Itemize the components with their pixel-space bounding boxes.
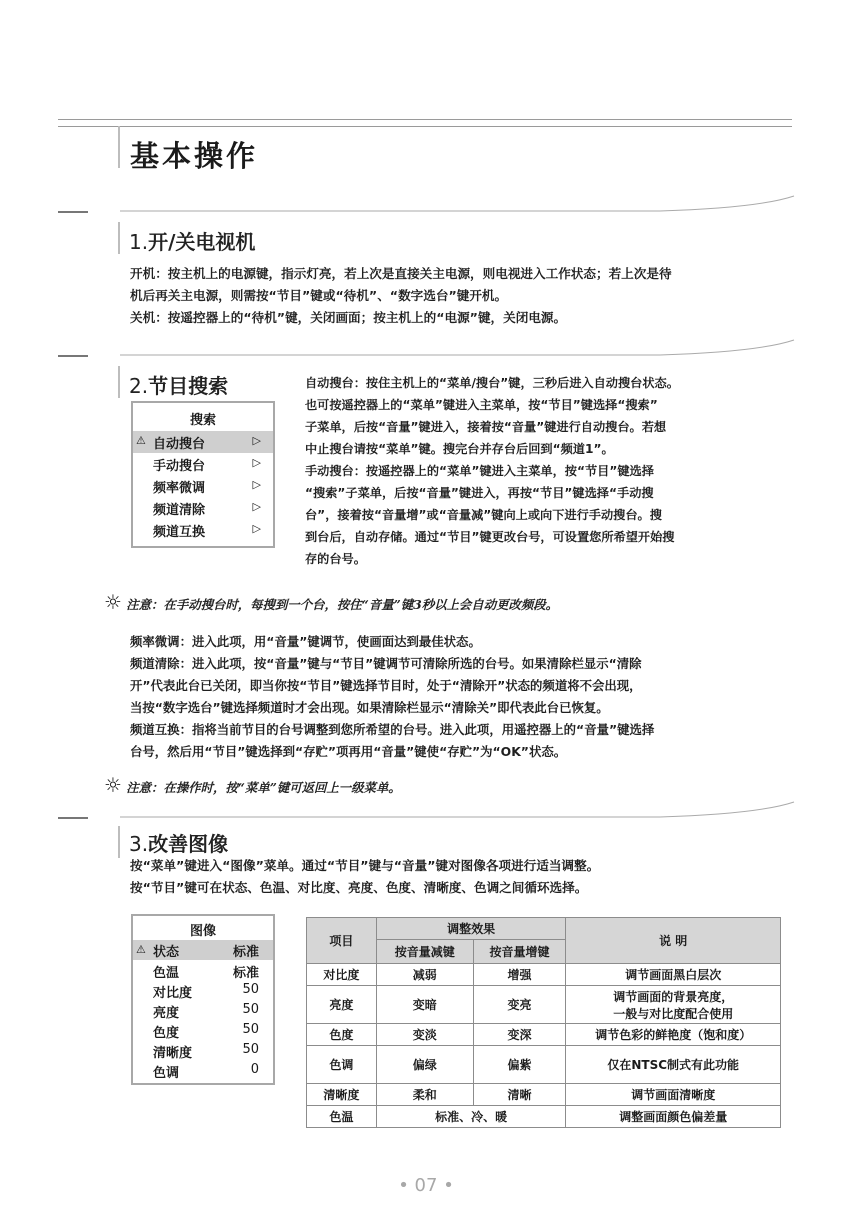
power-off-label: 关机 <box>130 310 156 325</box>
power-on-label: 开机 <box>130 266 156 281</box>
menu-item-channel-swap[interactable]: 频道互换 ▷ <box>153 522 261 540</box>
note: ☼ 注意：在手动搜台时，每搜到一个台，按住“音量”键3秒以上会自动更改频段。 <box>104 590 559 614</box>
title-bar <box>118 126 120 168</box>
cursor-icon: ⚠ <box>136 943 146 956</box>
menu-item-color[interactable]: 色度 50 <box>153 1022 259 1041</box>
table-row: 对比度 减弱 增强 调节画面黑白层次 <box>307 964 781 986</box>
section-divider <box>58 338 798 368</box>
section-title: 1.开/关电视机 <box>129 230 256 254</box>
header-rule <box>58 119 792 120</box>
menu-item-sharpness[interactable]: 清晰度 50 <box>153 1042 259 1061</box>
channel-clear-label: 频道清除 <box>130 656 180 671</box>
menu-title: 搜索 <box>189 413 216 428</box>
header-rule <box>58 126 792 127</box>
table-row: 亮度 变暗 变亮 调节画面的背景亮度， 一般与对比度配合使用 <box>307 986 781 1024</box>
menu-item-contrast[interactable]: 对比度 50 <box>153 982 259 1001</box>
power-text: 开机：按主机上的电源键，指示灯亮，若上次是直接关主电源，则电视进入工作状态；若上次是待 机后再关主电源，则需按“节目”键或“待机”、“数字选台”键开机。 关机：按遥控器上的“待机”键，关闭画面；按主机上的“电源”键，关闭电源。 <box>130 266 672 325</box>
fine-tune-label: 频率微调 <box>130 634 180 649</box>
table-header: 说 明 <box>566 918 781 964</box>
search-text: 自动搜台：按住主机上的“菜单/搜台”键，三秒后进入自动搜台状态。 也可按遥控器上的“菜单”键进入主菜单，按“节目”键选择“搜索” 子菜单，后按“音量”键进入，接着按“音量”键进行自动搜台。若想 中止搜台请按“菜单”键。搜完台并存台后回到“频道1”。 手动搜台：按遥控器上的“菜单”键进入主菜单，按“节目”键选择 “搜索”子菜单，后按“音量”键进入，再按“节目”键选择“手动搜 台”，接着按“音量增”或“音量减”键向上或向下进行手动搜台。搜 到台后，自动存储。通过“节目”键更改台号，可设置您所希望开始搜 存的台号。 <box>305 376 679 566</box>
menu-title: 图像 <box>189 924 216 939</box>
manual-search-label: 手动搜台 <box>305 464 354 478</box>
table-header: 项目 <box>307 918 377 964</box>
lightbulb-icon: ☼ <box>104 590 122 614</box>
adjustment-table <box>306 917 781 1128</box>
table-row: 清晰度 柔和 清晰 调节画面清晰度 <box>307 1084 781 1106</box>
section-divider <box>58 800 798 830</box>
picture-intro: 按“菜单”键进入“图像”菜单。通过“节目”键与“音量”键对图像各项进行适当调整。 按“节目”键可在状态、色温、对比度、亮度、色度、清晰度、色调之间循环选择。 <box>130 858 600 895</box>
arrow-right-icon: ▷ <box>252 522 261 535</box>
channel-text: 频率微调：进入此项，用“音量”键调节，使画面达到最佳状态。 频道清除：进入此项，按“音量”键与“节目”键调节可清除所选的台号。如果清除栏显示“清除 开”代表此台已关闭，即当你按“节目”键选择节目时，处于“清除开”状态的频道将不会出现， 当按“数字选台”键选择频道时才会出现。如果清除栏显示“清除关”即代表此台已恢复。 频道互换：指将当前节目的台号调整到您所希望的台号。进入此项，用遥控器上的“音量”键选择 台号，然后用“节目”键选择到“存贮”项再用“音量”键使“存贮”为“OK”状态。 <box>130 634 655 759</box>
arrow-right-icon: ▷ <box>252 434 261 447</box>
search-menu <box>131 401 275 548</box>
menu-item-tint[interactable]: 色调 0 <box>153 1062 259 1081</box>
table-row: 色温 标准、冷、暖 调整画面颜色偏差量 <box>307 1106 781 1128</box>
auto-search-label: 自动搜台 <box>305 376 354 390</box>
arrow-right-icon: ▷ <box>252 478 261 491</box>
table-header: 调整效果 <box>376 918 566 940</box>
menu-item-brightness[interactable]: 亮度 50 <box>153 1002 259 1021</box>
section-bar <box>118 826 120 858</box>
table-row: 色调 偏绿 偏紫 仅在NTSC制式有此功能 <box>307 1046 781 1084</box>
section-divider <box>58 192 798 222</box>
lightbulb-icon: ☼ <box>104 773 122 797</box>
menu-item-mode[interactable]: ⚠ 状态 标准 <box>133 940 273 960</box>
menu-item-auto-search[interactable]: ⚠ 自动搜台 ▷ <box>133 431 273 453</box>
note: ☼ 注意：在操作时，按“菜单”键可返回上一级菜单。 <box>104 773 401 797</box>
page-number: • 07 • <box>398 1175 454 1196</box>
page-title: 基本操作 <box>130 139 259 173</box>
arrow-right-icon: ▷ <box>252 500 261 513</box>
picture-menu <box>131 914 275 1085</box>
menu-item-manual-search[interactable]: 手动搜台 ▷ <box>153 456 261 474</box>
table-row: 色度 变淡 变深 调节色彩的鲜艳度（饱和度） <box>307 1024 781 1046</box>
menu-item-color-temp[interactable]: 色温 标准 <box>153 966 259 981</box>
menu-item-fine-tune[interactable]: 频率微调 ▷ <box>153 478 261 496</box>
section-title: 2.节目搜索 <box>129 374 229 398</box>
section-title: 3.改善图像 <box>129 832 229 856</box>
channel-swap-label: 频道互换 <box>130 722 180 737</box>
menu-item-channel-clear[interactable]: 频道清除 ▷ <box>153 500 261 518</box>
table-header: 按音量减键 <box>376 940 473 964</box>
cursor-icon: ⚠ <box>136 434 146 447</box>
section-bar <box>118 366 120 398</box>
table-header: 按音量增键 <box>473 940 566 964</box>
arrow-right-icon: ▷ <box>252 456 261 469</box>
section-bar <box>118 222 120 254</box>
